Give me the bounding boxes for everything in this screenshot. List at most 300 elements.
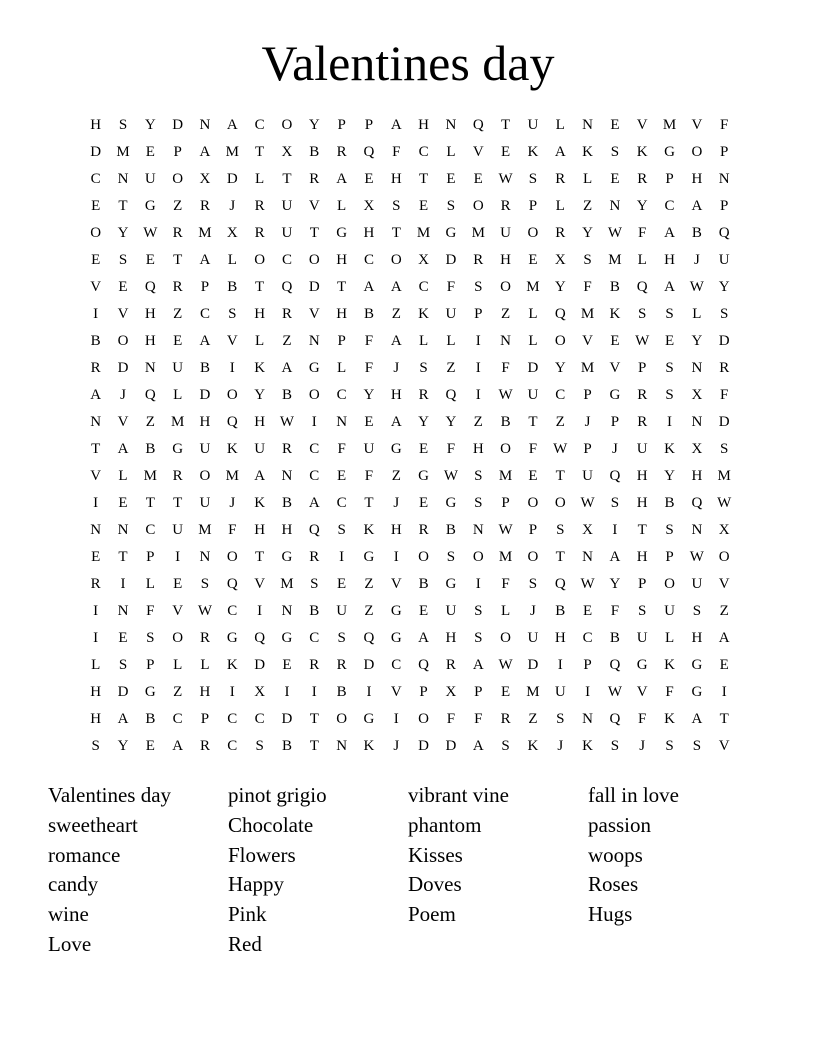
grid-letter[interactable]: Y (664, 468, 675, 484)
grid-letter[interactable]: P (200, 279, 210, 295)
grid-letter[interactable]: P (583, 387, 592, 403)
grid-letter[interactable]: R (445, 657, 456, 673)
grid-letter[interactable]: N (691, 360, 703, 376)
grid-letter[interactable]: E (173, 333, 183, 349)
grid-letter[interactable]: G (226, 630, 238, 646)
grid-letter[interactable]: Q (609, 657, 621, 673)
grid-letter[interactable]: Y (582, 225, 593, 241)
grid-letter[interactable]: C (336, 387, 347, 403)
grid-letter[interactable]: B (363, 306, 374, 322)
grid-letter[interactable]: F (638, 711, 647, 727)
grid-letter[interactable]: B (555, 603, 566, 619)
grid-letter[interactable]: Q (472, 117, 484, 133)
grid-letter[interactable]: W (197, 603, 213, 619)
grid-letter[interactable]: M (662, 117, 677, 133)
grid-letter[interactable]: T (118, 549, 128, 565)
grid-letter[interactable]: D (90, 144, 102, 160)
grid-letter[interactable]: O (390, 252, 402, 268)
grid-letter[interactable]: C (281, 252, 292, 268)
grid-letter[interactable]: L (173, 657, 183, 673)
grid-letter[interactable]: I (120, 576, 126, 592)
grid-letter[interactable]: R (473, 252, 484, 268)
grid-letter[interactable]: X (718, 522, 730, 538)
grid-letter[interactable]: K (254, 495, 266, 511)
grid-letter[interactable]: X (554, 252, 566, 268)
grid-letter[interactable]: K (363, 522, 375, 538)
grid-letter[interactable]: P (337, 117, 346, 133)
grid-letter[interactable]: U (445, 603, 457, 619)
grid-letter[interactable]: I (93, 603, 99, 619)
grid-letter[interactable]: G (144, 198, 156, 214)
grid-letter[interactable]: Y (418, 414, 430, 430)
grid-letter[interactable]: O (691, 144, 703, 160)
grid-letter[interactable]: S (419, 360, 428, 376)
grid-letter[interactable]: R (637, 387, 648, 403)
grid-letter[interactable]: H (636, 468, 648, 484)
grid-letter[interactable]: Y (691, 333, 703, 349)
grid-letter[interactable]: O (500, 630, 511, 646)
grid-letter[interactable]: V (308, 198, 320, 214)
grid-letter[interactable]: I (93, 495, 99, 511)
grid-letter[interactable]: S (200, 576, 210, 592)
grid-letter[interactable]: F (364, 360, 374, 376)
grid-letter[interactable]: T (282, 171, 292, 187)
grid-letter[interactable]: M (225, 144, 239, 160)
grid-letter[interactable]: P (146, 657, 155, 673)
grid-letter[interactable]: B (281, 495, 292, 511)
grid-letter[interactable]: Q (718, 225, 730, 241)
grid-letter[interactable]: B (145, 711, 156, 727)
grid-letter[interactable]: I (229, 360, 235, 376)
grid-letter[interactable]: D (117, 360, 129, 376)
grid-letter[interactable]: V (226, 333, 238, 349)
grid-letter[interactable]: K (582, 738, 593, 754)
grid-letter[interactable]: A (554, 144, 566, 160)
grid-letter[interactable]: A (390, 333, 402, 349)
grid-letter[interactable]: P (474, 684, 483, 700)
grid-letter[interactable]: D (363, 657, 375, 673)
grid-letter[interactable]: X (582, 522, 593, 538)
grid-letter[interactable]: Q (308, 522, 320, 538)
grid-letter[interactable]: C (664, 198, 675, 214)
grid-letter[interactable]: N (500, 333, 511, 349)
grid-letter[interactable]: B (309, 603, 320, 619)
grid-letter[interactable]: S (392, 198, 401, 214)
grid-letter[interactable]: M (608, 252, 622, 268)
grid-letter[interactable]: C (145, 522, 156, 538)
grid-letter[interactable]: O (418, 549, 430, 565)
grid-letter[interactable]: U (718, 252, 730, 268)
grid-letter[interactable]: Z (501, 306, 511, 322)
grid-letter[interactable]: N (144, 360, 156, 376)
grid-letter[interactable]: Y (554, 360, 566, 376)
grid-letter[interactable]: U (691, 576, 703, 592)
grid-letter[interactable]: H (445, 630, 457, 646)
grid-letter[interactable]: S (720, 306, 729, 322)
grid-letter[interactable]: O (554, 495, 566, 511)
grid-letter[interactable]: B (445, 522, 456, 538)
grid-letter[interactable]: B (691, 225, 702, 241)
grid-letter[interactable]: F (720, 387, 729, 403)
grid-letter[interactable]: G (390, 441, 402, 457)
grid-letter[interactable]: S (501, 738, 510, 754)
grid-letter[interactable]: W (717, 495, 732, 511)
grid-letter[interactable]: G (390, 630, 402, 646)
grid-letter[interactable]: D (527, 360, 539, 376)
grid-letter[interactable]: U (527, 387, 539, 403)
grid-letter[interactable]: D (718, 333, 730, 349)
grid-letter[interactable]: O (281, 117, 293, 133)
grid-letter[interactable]: Q (226, 576, 238, 592)
grid-letter[interactable]: K (636, 144, 648, 160)
grid-letter[interactable]: U (172, 522, 184, 538)
grid-letter[interactable]: R (418, 522, 429, 538)
grid-letter[interactable]: L (582, 171, 593, 187)
grid-letter[interactable]: R (172, 279, 183, 295)
grid-letter[interactable]: I (257, 603, 263, 619)
grid-letter[interactable]: C (172, 711, 183, 727)
grid-letter[interactable]: U (554, 684, 566, 700)
grid-letter[interactable]: W (279, 414, 295, 430)
grid-letter[interactable]: V (390, 576, 402, 592)
grid-letter[interactable]: E (145, 252, 155, 268)
grid-letter[interactable]: X (363, 198, 375, 214)
grid-letter[interactable]: S (337, 630, 346, 646)
grid-letter[interactable]: P (583, 441, 592, 457)
grid-letter[interactable]: A (390, 414, 402, 430)
grid-letter[interactable]: F (610, 603, 620, 619)
grid-letter[interactable]: R (309, 171, 320, 187)
grid-letter[interactable]: X (199, 171, 211, 187)
grid-letter[interactable]: J (529, 603, 536, 619)
grid-letter[interactable]: I (475, 360, 481, 376)
grid-letter[interactable]: R (418, 387, 429, 403)
grid-letter[interactable]: M (580, 360, 595, 376)
grid-letter[interactable]: E (419, 198, 429, 214)
grid-letter[interactable]: R (172, 468, 183, 484)
grid-letter[interactable]: T (91, 441, 101, 457)
grid-letter[interactable]: F (501, 360, 510, 376)
grid-letter[interactable]: S (692, 738, 702, 754)
grid-letter[interactable]: O (172, 171, 184, 187)
grid-letter[interactable]: J (584, 414, 591, 430)
grid-letter[interactable]: Y (117, 225, 129, 241)
grid-letter[interactable]: V (90, 468, 102, 484)
grid-letter[interactable]: C (254, 117, 265, 133)
grid-letter[interactable]: L (173, 387, 183, 403)
grid-letter[interactable]: P (146, 549, 155, 565)
grid-letter[interactable]: Z (364, 603, 374, 619)
grid-letter[interactable]: H (691, 468, 703, 484)
grid-letter[interactable]: G (336, 225, 348, 241)
grid-letter[interactable]: A (718, 630, 730, 646)
grid-letter[interactable]: I (93, 306, 99, 322)
grid-letter[interactable]: W (635, 333, 650, 349)
grid-letter[interactable]: J (611, 441, 618, 457)
grid-letter[interactable]: P (583, 657, 592, 673)
grid-letter[interactable]: T (309, 711, 319, 727)
grid-letter[interactable]: Z (528, 711, 538, 727)
grid-letter[interactable]: F (364, 333, 374, 349)
grid-letter[interactable]: G (636, 657, 648, 673)
grid-letter[interactable]: C (309, 441, 320, 457)
grid-letter[interactable]: J (393, 738, 400, 754)
grid-letter[interactable]: H (636, 549, 648, 565)
grid-letter[interactable]: C (336, 495, 347, 511)
grid-letter[interactable]: R (254, 198, 265, 214)
grid-letter[interactable]: Q (554, 576, 566, 592)
grid-letter[interactable]: E (473, 171, 483, 187)
grid-letter[interactable]: B (609, 630, 620, 646)
grid-letter[interactable]: Q (609, 711, 621, 727)
grid-letter[interactable]: O (308, 387, 320, 403)
grid-letter[interactable]: A (336, 171, 348, 187)
grid-letter[interactable]: N (445, 117, 457, 133)
grid-letter[interactable]: A (609, 549, 621, 565)
grid-letter[interactable]: P (173, 144, 182, 160)
grid-letter[interactable]: I (667, 414, 673, 430)
grid-letter[interactable]: E (610, 171, 620, 187)
grid-letter[interactable]: N (90, 414, 102, 430)
grid-letter[interactable]: R (555, 225, 566, 241)
grid-letter[interactable]: V (718, 576, 730, 592)
grid-letter[interactable]: T (419, 171, 429, 187)
grid-letter[interactable]: P (419, 684, 428, 700)
grid-letter[interactable]: C (418, 279, 429, 295)
grid-letter[interactable]: P (337, 333, 346, 349)
grid-letter[interactable]: P (474, 306, 483, 322)
grid-letter[interactable]: O (472, 549, 484, 565)
grid-letter[interactable]: F (446, 279, 456, 295)
grid-letter[interactable]: V (90, 279, 102, 295)
grid-letter[interactable]: M (498, 468, 513, 484)
grid-letter[interactable]: O (527, 225, 539, 241)
grid-letter[interactable]: W (689, 279, 704, 295)
grid-letter[interactable]: L (555, 117, 565, 133)
grid-letter[interactable]: E (91, 549, 101, 565)
grid-letter[interactable]: Q (281, 279, 293, 295)
grid-letter[interactable]: S (638, 306, 647, 322)
grid-letter[interactable]: N (472, 522, 484, 538)
grid-letter[interactable]: G (691, 684, 703, 700)
grid-letter[interactable]: O (472, 198, 484, 214)
grid-letter[interactable]: O (226, 387, 238, 403)
grid-letter[interactable]: P (528, 198, 538, 214)
grid-letter[interactable]: F (364, 468, 374, 484)
grid-letter[interactable]: B (309, 144, 320, 160)
grid-letter[interactable]: E (610, 333, 620, 349)
grid-letter[interactable]: O (226, 549, 238, 565)
grid-letter[interactable]: E (528, 252, 538, 268)
grid-letter[interactable]: O (418, 711, 430, 727)
grid-letter[interactable]: H (418, 117, 430, 133)
grid-letter[interactable]: S (665, 360, 674, 376)
grid-letter[interactable]: L (118, 468, 128, 484)
grid-letter[interactable]: E (282, 657, 292, 673)
grid-letter[interactable]: I (475, 333, 481, 349)
grid-letter[interactable]: U (281, 225, 293, 241)
grid-letter[interactable]: G (172, 441, 184, 457)
grid-letter[interactable]: J (393, 495, 400, 511)
grid-letter[interactable]: K (254, 360, 266, 376)
grid-letter[interactable]: O (718, 549, 730, 565)
grid-letter[interactable]: O (117, 333, 129, 349)
grid-letter[interactable]: O (664, 576, 675, 592)
grid-letter[interactable]: R (500, 198, 511, 214)
grid-letter[interactable]: C (582, 630, 593, 646)
grid-letter[interactable]: A (281, 360, 293, 376)
grid-letter[interactable]: X (445, 684, 457, 700)
grid-letter[interactable]: W (607, 225, 622, 241)
grid-letter[interactable]: M (498, 549, 513, 565)
grid-letter[interactable]: G (445, 225, 457, 241)
grid-letter[interactable]: W (498, 657, 513, 673)
grid-letter[interactable]: N (336, 738, 348, 754)
grid-letter[interactable]: F (528, 441, 538, 457)
grid-letter[interactable]: T (337, 279, 347, 295)
grid-letter[interactable]: G (609, 387, 621, 403)
grid-letter[interactable]: R (199, 198, 210, 214)
grid-letter[interactable]: O (336, 711, 348, 727)
grid-letter[interactable]: S (446, 549, 456, 565)
grid-letter[interactable]: X (226, 225, 238, 241)
grid-letter[interactable]: S (228, 306, 237, 322)
grid-letter[interactable]: O (527, 495, 539, 511)
grid-letter[interactable]: N (691, 414, 703, 430)
grid-letter[interactable]: U (527, 630, 539, 646)
grid-letter[interactable]: A (691, 711, 703, 727)
grid-letter[interactable]: N (117, 171, 129, 187)
grid-letter[interactable]: H (664, 252, 675, 268)
grid-letter[interactable]: E (91, 252, 101, 268)
grid-letter[interactable]: D (254, 657, 266, 673)
grid-letter[interactable]: K (226, 441, 238, 457)
grid-letter[interactable]: Q (363, 630, 375, 646)
grid-letter[interactable]: S (446, 198, 456, 214)
grid-letter[interactable]: S (610, 738, 620, 754)
grid-letter[interactable]: E (118, 630, 128, 646)
grid-letter[interactable]: S (474, 279, 483, 295)
grid-letter[interactable]: E (501, 144, 511, 160)
grid-letter[interactable]: L (528, 306, 538, 322)
grid-letter[interactable]: W (580, 576, 595, 592)
grid-letter[interactable]: G (281, 630, 293, 646)
grid-letter[interactable]: G (691, 657, 703, 673)
grid-letter[interactable]: M (198, 225, 212, 241)
grid-letter[interactable]: T (255, 549, 265, 565)
grid-letter[interactable]: W (580, 495, 595, 511)
grid-letter[interactable]: J (639, 738, 646, 754)
grid-letter[interactable]: N (582, 117, 593, 133)
grid-letter[interactable]: V (609, 360, 621, 376)
grid-letter[interactable]: Q (636, 279, 648, 295)
grid-letter[interactable]: V (308, 306, 320, 322)
grid-letter[interactable]: R (637, 171, 648, 187)
grid-letter[interactable]: T (528, 414, 538, 430)
grid-letter[interactable]: B (227, 279, 238, 295)
grid-letter[interactable]: C (254, 711, 265, 727)
grid-letter[interactable]: P (720, 198, 729, 214)
grid-letter[interactable]: C (391, 657, 402, 673)
grid-letter[interactable]: S (118, 657, 128, 673)
grid-letter[interactable]: S (556, 522, 565, 538)
grid-letter[interactable]: P (200, 711, 210, 727)
grid-letter[interactable]: D (418, 738, 430, 754)
grid-letter[interactable]: E (528, 468, 538, 484)
grid-letter[interactable]: G (664, 144, 675, 160)
grid-letter[interactable]: Z (282, 333, 292, 349)
grid-letter[interactable]: V (172, 603, 184, 619)
grid-letter[interactable]: F (446, 441, 456, 457)
grid-letter[interactable]: F (228, 522, 237, 538)
grid-letter[interactable]: E (582, 603, 593, 619)
grid-letter[interactable]: A (199, 252, 211, 268)
grid-letter[interactable]: W (553, 441, 568, 457)
grid-letter[interactable]: X (254, 684, 266, 700)
grid-letter[interactable]: S (610, 495, 620, 511)
grid-letter[interactable]: O (500, 441, 511, 457)
grid-letter[interactable]: M (526, 279, 540, 295)
grid-letter[interactable]: W (143, 225, 158, 241)
grid-letter[interactable]: R (309, 549, 320, 565)
grid-letter[interactable]: H (199, 684, 211, 700)
grid-letter[interactable]: T (255, 279, 265, 295)
grid-letter[interactable]: C (227, 603, 238, 619)
grid-letter[interactable]: H (691, 630, 703, 646)
grid-letter[interactable]: D (718, 414, 730, 430)
grid-letter[interactable]: Z (719, 603, 729, 619)
grid-letter[interactable]: L (692, 306, 702, 322)
grid-letter[interactable]: B (664, 495, 675, 511)
grid-letter[interactable]: N (308, 333, 320, 349)
grid-letter[interactable]: U (199, 441, 211, 457)
grid-letter[interactable]: F (583, 279, 592, 295)
grid-letter[interactable]: L (501, 603, 511, 619)
grid-letter[interactable]: U (527, 117, 539, 133)
grid-letter[interactable]: N (199, 117, 211, 133)
grid-letter[interactable]: E (664, 333, 675, 349)
grid-letter[interactable]: S (610, 144, 620, 160)
grid-letter[interactable]: N (117, 603, 129, 619)
grid-letter[interactable]: S (146, 630, 155, 646)
grid-letter[interactable]: A (172, 738, 184, 754)
grid-letter[interactable]: Y (718, 279, 730, 295)
grid-letter[interactable]: Q (144, 279, 156, 295)
grid-letter[interactable]: D (445, 252, 457, 268)
grid-letter[interactable]: T (637, 522, 647, 538)
grid-letter[interactable]: J (393, 360, 400, 376)
grid-letter[interactable]: L (337, 360, 347, 376)
grid-letter[interactable]: D (226, 171, 238, 187)
grid-letter[interactable]: L (637, 252, 647, 268)
grid-letter[interactable]: R (90, 576, 101, 592)
grid-letter[interactable]: Y (254, 387, 266, 403)
grid-letter[interactable]: E (337, 468, 347, 484)
grid-letter[interactable]: Q (445, 387, 457, 403)
grid-letter[interactable]: V (582, 333, 593, 349)
grid-letter[interactable]: V (390, 684, 402, 700)
grid-letter[interactable]: K (418, 306, 430, 322)
grid-letter[interactable]: Y (144, 117, 156, 133)
grid-letter[interactable]: R (199, 738, 210, 754)
grid-letter[interactable]: M (170, 414, 185, 430)
grid-letter[interactable]: C (199, 306, 210, 322)
grid-letter[interactable]: T (364, 495, 374, 511)
grid-letter[interactable]: A (363, 279, 375, 295)
grid-letter[interactable]: X (418, 252, 430, 268)
grid-letter[interactable]: Z (555, 414, 565, 430)
grid-letter[interactable]: P (528, 522, 538, 538)
